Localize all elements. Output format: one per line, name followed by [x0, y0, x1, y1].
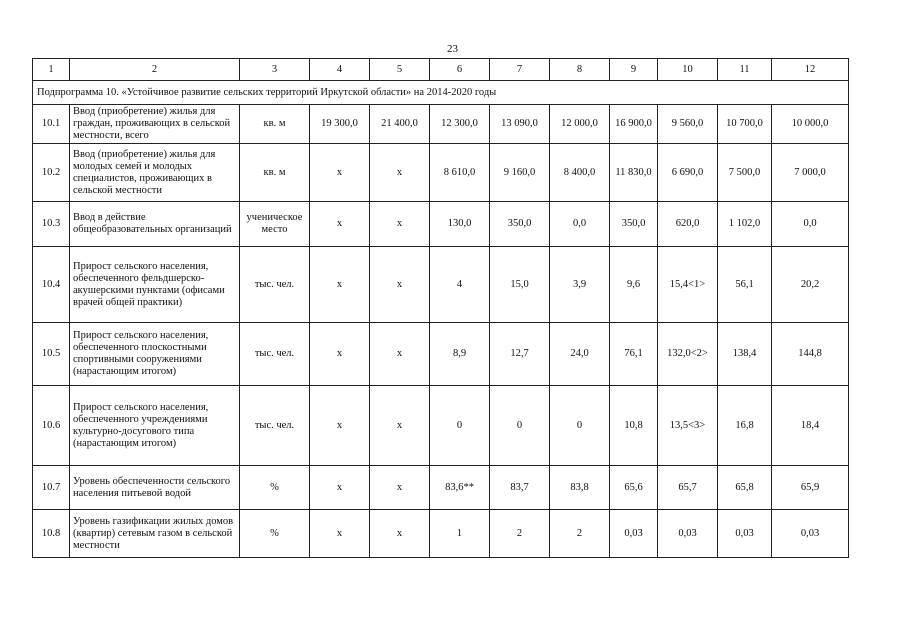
value-cell: х	[370, 386, 430, 466]
header-cell: 10	[658, 59, 718, 81]
value-cell: х	[310, 202, 370, 247]
indicator-name: Уровень обеспеченности сельского населения питьевой водой	[70, 466, 240, 510]
value-cell: 4	[430, 247, 490, 323]
row-number: 10.3	[33, 202, 70, 247]
table-row	[33, 144, 849, 202]
value-cell: 13,5<3>	[658, 386, 718, 466]
header-cell: 1	[33, 59, 70, 81]
value-cell: х	[310, 323, 370, 386]
value-cell: 65,6	[610, 466, 658, 510]
value-cell: 0,0	[550, 202, 610, 247]
value-cell: 7 500,0	[718, 144, 772, 202]
value-cell: 21 400,0	[370, 105, 430, 144]
value-cell: 83,8	[550, 466, 610, 510]
header-row	[33, 59, 849, 81]
value-cell: х	[310, 386, 370, 466]
indicator-name: Уровень газификации жилых домов (квартир) сетевым газом в сельской местности	[70, 510, 240, 558]
value-cell: 24,0	[550, 323, 610, 386]
value-cell: 0,03	[718, 510, 772, 558]
value-cell: 13 090,0	[490, 105, 550, 144]
value-cell: 19 300,0	[310, 105, 370, 144]
table-row	[33, 323, 849, 386]
row-number: 10.1	[33, 105, 70, 144]
row-number: 10.8	[33, 510, 70, 558]
value-cell: 12 000,0	[550, 105, 610, 144]
subprogram-row	[33, 81, 849, 105]
value-cell: 2	[490, 510, 550, 558]
value-cell: 0,03	[610, 510, 658, 558]
row-number: 10.4	[33, 247, 70, 323]
value-cell: 350,0	[490, 202, 550, 247]
value-cell: х	[370, 202, 430, 247]
value-cell: 350,0	[610, 202, 658, 247]
value-cell: 16,8	[718, 386, 772, 466]
header-cell: 12	[772, 59, 849, 81]
indicator-name: Прирост сельского населения, обеспеченного фельдшерско-акушерскими пунктами (офисами врачей общей практики)	[70, 247, 240, 323]
value-cell: 11 830,0	[610, 144, 658, 202]
value-cell: х	[370, 144, 430, 202]
header-cell: 8	[550, 59, 610, 81]
value-cell: 20,2	[772, 247, 849, 323]
value-cell: х	[310, 466, 370, 510]
header-cell: 2	[70, 59, 240, 81]
unit-cell: кв. м	[240, 144, 310, 202]
table-row	[33, 105, 849, 144]
indicator-name: Ввод (приобретение) жилья для граждан, проживающих в сельской местности, всего	[70, 105, 240, 144]
indicator-name: Прирост сельского населения, обеспеченного учреждениями культурно-досугового типа (нарастающим итогом)	[70, 386, 240, 466]
value-cell: 6 690,0	[658, 144, 718, 202]
indicator-name: Ввод (приобретение) жилья для молодых семей и молодых специалистов, проживающих в сельской местности	[70, 144, 240, 202]
unit-cell: %	[240, 466, 310, 510]
value-cell: 76,1	[610, 323, 658, 386]
header-cell: 7	[490, 59, 550, 81]
value-cell: 10,8	[610, 386, 658, 466]
value-cell: х	[370, 323, 430, 386]
header-cell: 3	[240, 59, 310, 81]
value-cell: 56,1	[718, 247, 772, 323]
value-cell: 83,7	[490, 466, 550, 510]
indicators-table	[32, 58, 849, 558]
value-cell: 12,7	[490, 323, 550, 386]
value-cell: 65,9	[772, 466, 849, 510]
value-cell: 8 610,0	[430, 144, 490, 202]
table-row	[33, 202, 849, 247]
header-cell: 11	[718, 59, 772, 81]
value-cell: 132,0<2>	[658, 323, 718, 386]
value-cell: 7 000,0	[772, 144, 849, 202]
value-cell: 65,7	[658, 466, 718, 510]
indicator-name: Прирост сельского населения, обеспеченного плоскостными спортивными сооружениями (нарастающим итогом)	[70, 323, 240, 386]
value-cell: 620,0	[658, 202, 718, 247]
header-cell: 4	[310, 59, 370, 81]
value-cell: 0	[430, 386, 490, 466]
value-cell: 10 000,0	[772, 105, 849, 144]
value-cell: 3,9	[550, 247, 610, 323]
value-cell: 8,9	[430, 323, 490, 386]
row-number: 10.2	[33, 144, 70, 202]
value-cell: 83,6**	[430, 466, 490, 510]
row-number: 10.6	[33, 386, 70, 466]
value-cell: 65,8	[718, 466, 772, 510]
value-cell: 10 700,0	[718, 105, 772, 144]
value-cell: 2	[550, 510, 610, 558]
value-cell: 16 900,0	[610, 105, 658, 144]
value-cell: 0	[490, 386, 550, 466]
unit-cell: тыс. чел.	[240, 386, 310, 466]
value-cell: 144,8	[772, 323, 849, 386]
value-cell: 1	[430, 510, 490, 558]
value-cell: 0,0	[772, 202, 849, 247]
value-cell: 9 160,0	[490, 144, 550, 202]
value-cell: х	[310, 247, 370, 323]
value-cell: х	[370, 247, 430, 323]
value-cell: 0,03	[772, 510, 849, 558]
value-cell: 9,6	[610, 247, 658, 323]
unit-cell: тыс. чел.	[240, 323, 310, 386]
page-number: 23	[447, 43, 458, 55]
table-row	[33, 510, 849, 558]
subprogram-title: Подпрограмма 10. «Устойчивое развитие сельских территорий Иркутской области» на 2014-2020 годы	[33, 81, 849, 105]
unit-cell: %	[240, 510, 310, 558]
row-number: 10.5	[33, 323, 70, 386]
value-cell: х	[370, 510, 430, 558]
table-row	[33, 386, 849, 466]
value-cell: 130,0	[430, 202, 490, 247]
value-cell: 9 560,0	[658, 105, 718, 144]
value-cell: 12 300,0	[430, 105, 490, 144]
value-cell: 15,0	[490, 247, 550, 323]
row-number: 10.7	[33, 466, 70, 510]
table-row	[33, 466, 849, 510]
value-cell: 18,4	[772, 386, 849, 466]
value-cell: 0	[550, 386, 610, 466]
value-cell: 0,03	[658, 510, 718, 558]
table-row	[33, 247, 849, 323]
unit-cell: тыс. чел.	[240, 247, 310, 323]
unit-cell: кв. м	[240, 105, 310, 144]
header-cell: 5	[370, 59, 430, 81]
value-cell: х	[310, 144, 370, 202]
header-cell: 6	[430, 59, 490, 81]
unit-cell: ученическое место	[240, 202, 310, 247]
value-cell: 138,4	[718, 323, 772, 386]
value-cell: 8 400,0	[550, 144, 610, 202]
value-cell: х	[310, 510, 370, 558]
value-cell: х	[370, 466, 430, 510]
header-cell: 9	[610, 59, 658, 81]
value-cell: 15,4<1>	[658, 247, 718, 323]
indicator-name: Ввод в действие общеобразовательных организаций	[70, 202, 240, 247]
value-cell: 1 102,0	[718, 202, 772, 247]
